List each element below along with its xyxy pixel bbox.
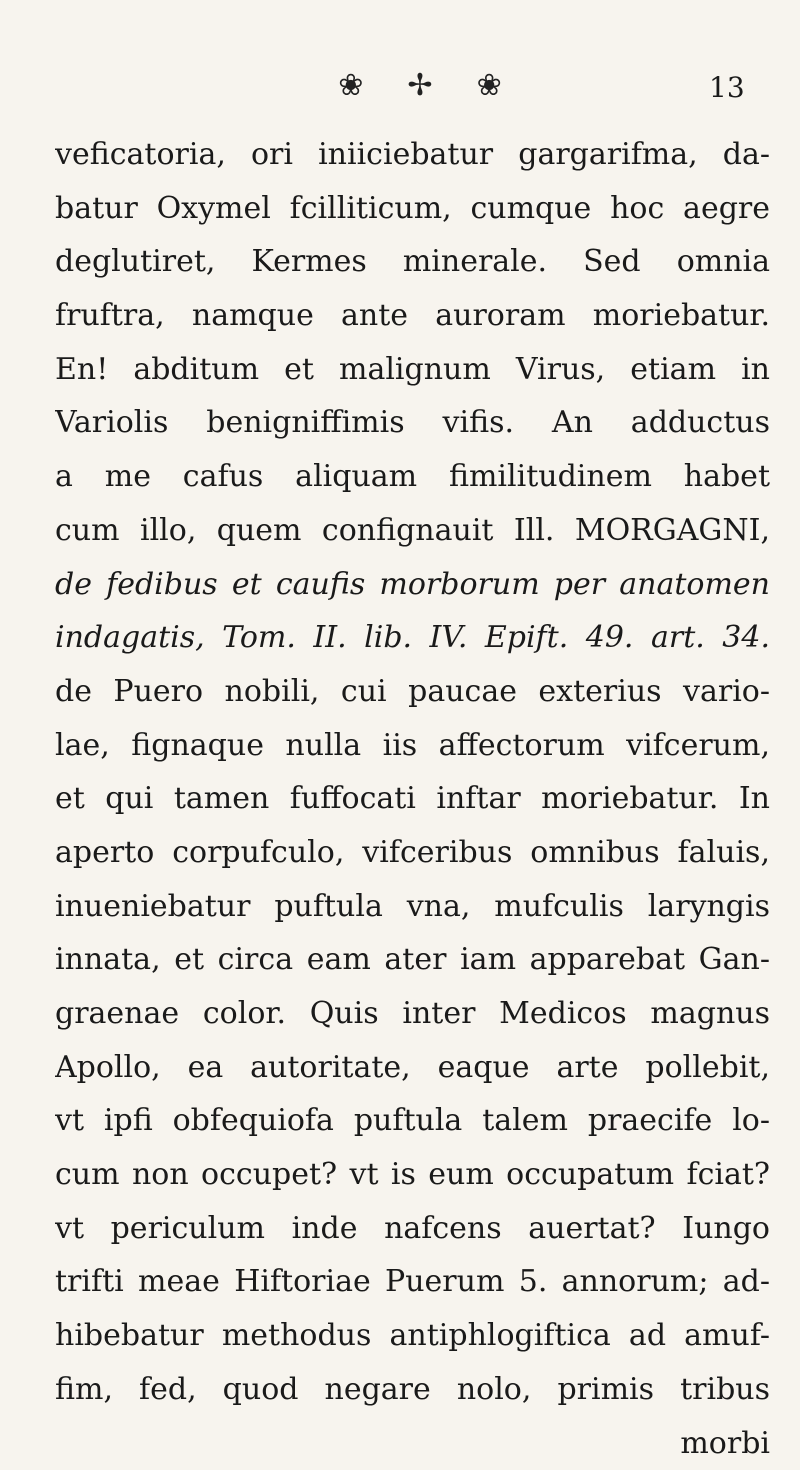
cross-ornament-icon: ✢ bbox=[407, 66, 432, 106]
page-header bbox=[0, 66, 800, 106]
text-line: Apollo, ea autoritate, eaque arte pollebit, bbox=[55, 1041, 770, 1095]
citation-line: indagatis, Tom. II. lib. IV. Epift. 49. art. 34. bbox=[55, 611, 770, 665]
text-line: fim, fed, quod negare nolo, primis tribus bbox=[55, 1363, 770, 1417]
text-line: Variolis benigniffimis vifis. An adductus bbox=[55, 396, 770, 450]
text-line: de Puero nobili, cui paucae exterius vario- bbox=[55, 665, 770, 719]
catchword: morbi bbox=[55, 1417, 770, 1470]
text-line: hibebatur methodus antiphlogiftica ad amuf- bbox=[55, 1309, 770, 1363]
text-line: trifti meae Hiftoriae Puerum 5. annorum; ad- bbox=[55, 1255, 770, 1309]
text-line: fruftra, namque ante auroram moriebatur. bbox=[55, 289, 770, 343]
text-line: veficatoria, ori iniiciebatur gargarifma, da- bbox=[55, 128, 770, 182]
text-line: vt periculum inde nafcens auertat? Iungo bbox=[55, 1202, 770, 1256]
text-line: vt ipfi obfequiofa puftula talem praecife lo- bbox=[55, 1094, 770, 1148]
text-line: lae, fignaque nulla iis affectorum vifcerum, bbox=[55, 719, 770, 773]
text-line: innata, et circa eam ater iam apparebat Gan- bbox=[55, 933, 770, 987]
text-line: inueniebatur puftula vna, mufculis laryngis bbox=[55, 880, 770, 934]
body-text bbox=[55, 128, 770, 1470]
header-ornaments bbox=[338, 66, 501, 106]
text-line: et qui tamen fuffocati inftar moriebatur. In bbox=[55, 772, 770, 826]
citation-line: de fedibus et caufis morborum per anatomen bbox=[55, 558, 770, 612]
page-number: 13 bbox=[709, 68, 745, 108]
fleuron-icon: ❀ bbox=[477, 66, 502, 106]
text-line: aperto corpufculo, vifceribus omnibus faluis, bbox=[55, 826, 770, 880]
text-line: cum illo, quem confignauit Ill. MORGAGNI, bbox=[55, 504, 770, 558]
text-line: a me cafus aliquam fimilitudinem habet bbox=[55, 450, 770, 504]
fleuron-icon: ❀ bbox=[338, 66, 363, 106]
text-line: batur Oxymel fcilliticum, cumque hoc aegre bbox=[55, 182, 770, 236]
text-line: En! abditum et malignum Virus, etiam in bbox=[55, 343, 770, 397]
text-line: graenae color. Quis inter Medicos magnus bbox=[55, 987, 770, 1041]
text-line: deglutiret, Kermes minerale. Sed omnia bbox=[55, 235, 770, 289]
text-line: cum non occupet? vt is eum occupatum fciat? bbox=[55, 1148, 770, 1202]
